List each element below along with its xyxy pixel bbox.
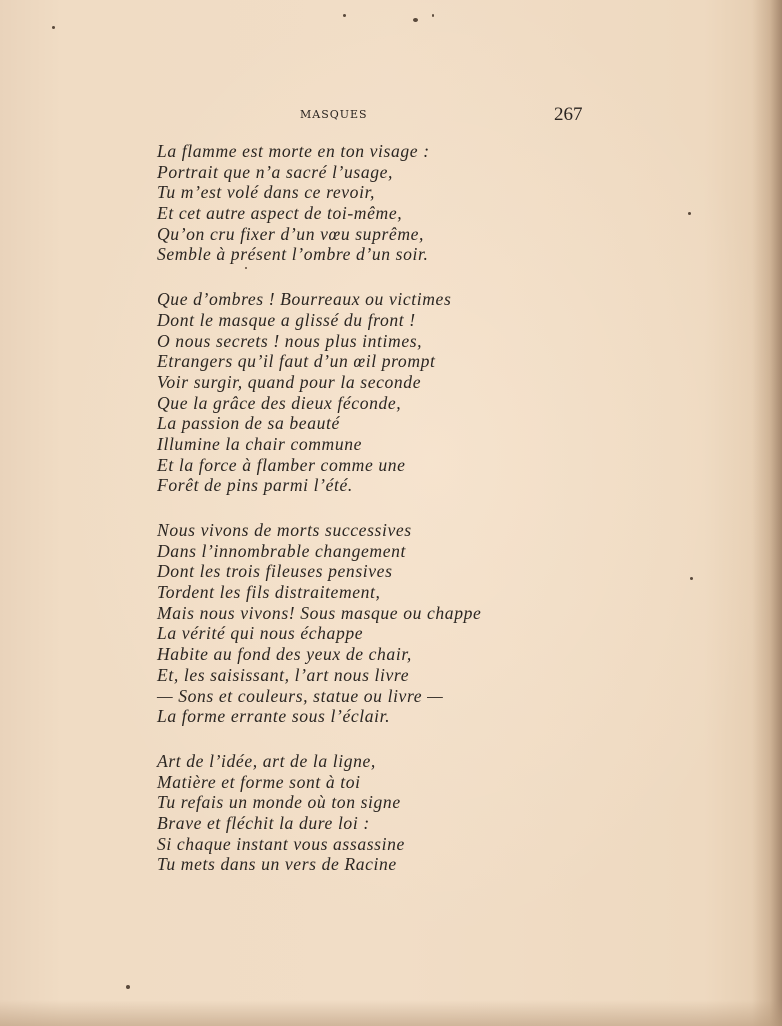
paper-speck	[52, 26, 55, 29]
paper-speck	[126, 985, 130, 989]
poem-line: Art de l’idée, art de la ligne,	[157, 750, 376, 771]
poem-line: Qu’on cru fixer d’un vœu suprême,	[157, 223, 425, 244]
poem-line: La forme errante sous l’éclair.	[157, 706, 391, 727]
poem-line: Tordent les fils distraitement,	[157, 582, 381, 603]
poem-line: Tu mets dans un vers de Racine	[157, 854, 397, 875]
poem-line: Matière et forme sont à toi	[157, 771, 361, 792]
poem-line: Que d’ombres ! Bourreaux ou victimes	[157, 289, 452, 310]
poem-line: Si chaque instant vous assassine	[157, 833, 405, 854]
running-title: MASQUES	[300, 108, 368, 121]
poem-line: Voir surgir, quand pour la seconde	[157, 371, 422, 392]
poem-line: Et cet autre aspect de toi-même,	[157, 203, 403, 224]
running-head	[0, 104, 782, 128]
stanza-2	[157, 289, 587, 496]
poem-line: Mais nous vivons! Sous masque ou chappe	[157, 602, 482, 623]
poem-line: Tu m’est volé dans ce revoir,	[157, 182, 376, 203]
poem-line: Semble à présent l’ombre d’un soir.	[157, 244, 429, 265]
poem-line: Illumine la chair commune	[157, 433, 363, 454]
poem-line: La passion de sa beauté	[157, 413, 340, 434]
poem-line: — Sons et couleurs, statue ou livre —	[157, 685, 444, 706]
poem-line: Dont les trois fileuses pensives	[157, 561, 393, 582]
stanza-3	[157, 520, 587, 727]
poem-line: Nous vivons de morts successives	[157, 520, 412, 540]
poem-line: Habite au fond des yeux de chair,	[157, 644, 412, 665]
poem-line: Dont le masque a glissé du front !	[157, 309, 416, 330]
poem-line: Etrangers qu’il faut d’un œil prompt	[157, 351, 436, 372]
poem-line: La vérité qui nous échappe	[157, 623, 364, 644]
page-bottom-shadow	[0, 1000, 782, 1026]
poem-line: Brave et fléchit la dure loi :	[157, 812, 370, 833]
poem-line: Dans l’innombrable changement	[157, 540, 407, 561]
poem-text	[157, 141, 587, 899]
page-edge-shadow	[752, 0, 782, 1026]
poem-line: Forêt de pins parmi l’été.	[157, 475, 353, 496]
poem-line: Et, les saisissant, l’art nous livre	[157, 664, 410, 685]
stanza-4	[157, 751, 587, 875]
poem-line: O nous secrets ! nous plus intimes,	[157, 330, 423, 351]
paper-speck	[413, 18, 418, 22]
poem-line: La flamme est morte en ton visage :	[157, 141, 430, 161]
poem-line: Portrait que n’a sacré l’usage,	[157, 161, 394, 182]
paper-speck	[690, 577, 693, 580]
poem-line: Que la grâce des dieux féconde,	[157, 392, 402, 413]
poem-line: Et la force à flamber comme une	[157, 454, 406, 475]
stanza-1	[157, 141, 587, 265]
paper-speck	[432, 14, 434, 17]
poem-line: Tu refais un monde où ton signe	[157, 792, 401, 813]
page-number: 267	[554, 104, 583, 125]
paper-speck	[688, 212, 691, 215]
paper-speck	[343, 14, 346, 17]
